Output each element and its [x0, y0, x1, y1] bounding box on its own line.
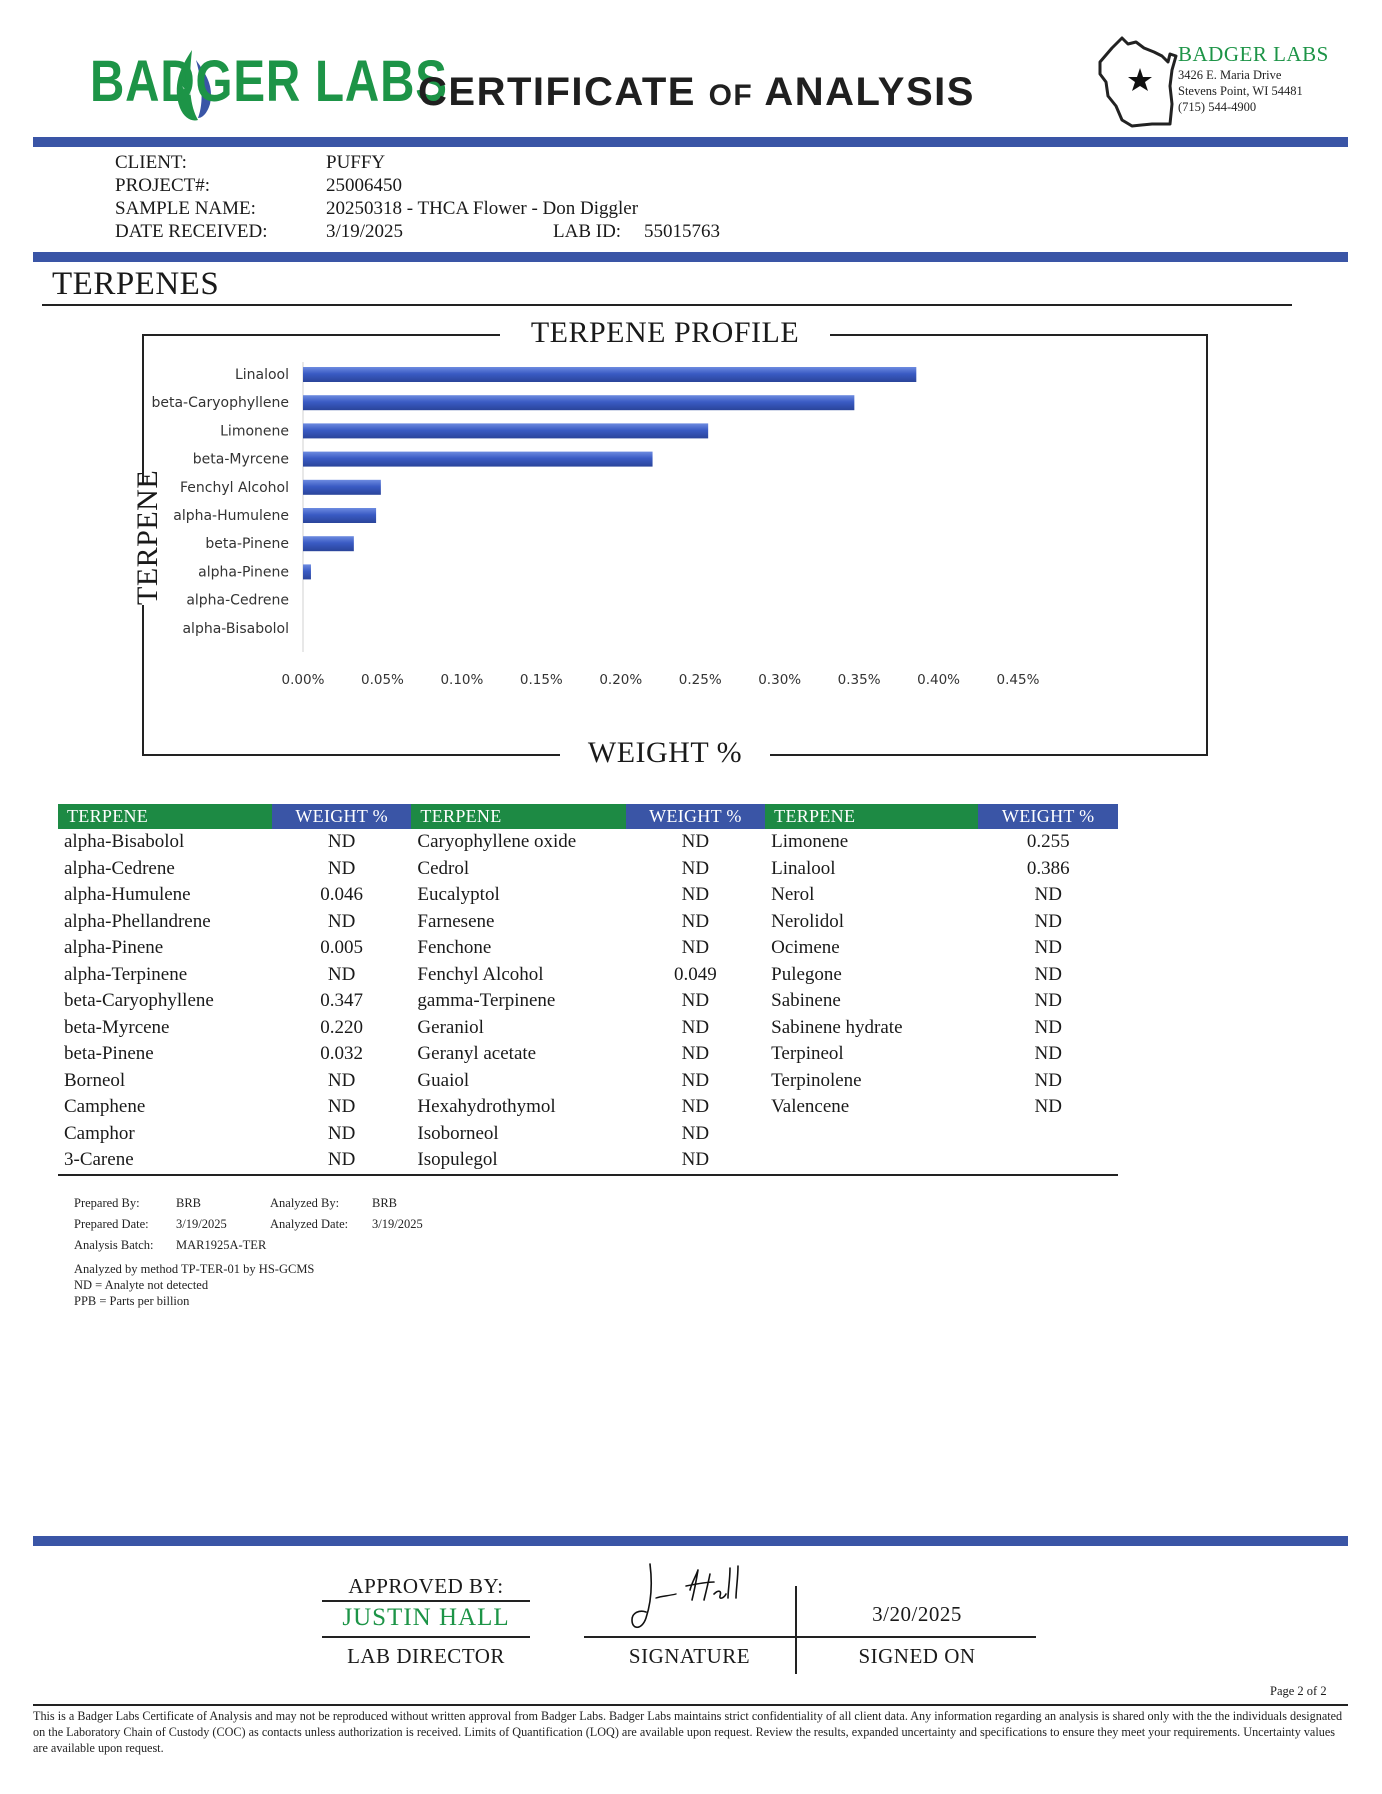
chart-category-label: alpha-Pinene: [198, 564, 289, 581]
weight-cell: ND: [272, 1147, 412, 1175]
terpene-name-cell: Nerol: [771, 884, 815, 906]
weight-cell: 0.347: [320, 990, 364, 1012]
terpene-name-cell: Isoborneol: [417, 1122, 499, 1144]
chart-category-label: alpha-Humulene: [173, 508, 289, 524]
weight-cell: ND: [681, 831, 710, 853]
sample-name-label: SAMPLE NAME:: [115, 198, 256, 219]
analyzed-by-label: Analyzed By:: [270, 1196, 340, 1210]
analyzed-by-value: BRB: [372, 1196, 398, 1210]
approved-rule-top: [322, 1600, 530, 1602]
col-header-weight: WEIGHT %: [978, 804, 1118, 829]
ppb-note: PPB = Parts per billion: [74, 1294, 190, 1308]
analysis-batch-value: MAR1925A-TER: [176, 1238, 267, 1252]
terpene-name-cell: Limonene: [771, 831, 849, 853]
col-header-weight: WEIGHT %: [626, 804, 766, 829]
weight-cell: ND: [1034, 1069, 1062, 1091]
weight-cell: 0.005: [320, 937, 364, 959]
chart-x-tick-label: 0.10%: [440, 672, 484, 688]
approver-role: LAB DIRECTOR: [347, 1644, 505, 1668]
weight-cell: ND: [327, 857, 356, 879]
weight-cell: ND: [327, 1096, 356, 1118]
chart-category-label: alpha-Cedrene: [186, 592, 289, 609]
terpene-name-cell: Pulegone: [771, 963, 842, 985]
chart-x-tick-label: 0.20%: [599, 672, 643, 688]
disclaimer-text: This is a Badger Labs Certificate of Analysis and may not be reproduced without written approval from Badger Labs. Badger Labs maintains strict confidentiality of all client data. Any information regarding an analysis is shared only with the the individuals designated on the Laboratory Chain of Custody (COC) as contacts unless authorization is received. Limits of Quantification (LOQ) are available upon request. Review the results, expanded uncertainty and specifications to ensure they meet your requirements. Uncertainty values are available upon request.: [33, 1709, 1343, 1755]
chart-x-tick-label: 0.05%: [360, 672, 404, 688]
chart-category-label: Limonene: [220, 423, 289, 440]
chart-bar: [303, 480, 381, 495]
terpene-name-cell: beta-Myrcene: [64, 1016, 170, 1038]
terpene-name-cell: alpha-Humulene: [64, 884, 191, 906]
analyzed-date-value: 3/19/2025: [372, 1217, 423, 1231]
terpene-name-cell: Valencene: [771, 1096, 850, 1118]
terpene-name-cell: alpha-Phellandrene: [64, 910, 211, 932]
signed-date: 3/20/2025: [872, 1602, 962, 1626]
weight-cell: 0.220: [320, 1016, 364, 1038]
client-label: CLIENT:: [115, 152, 187, 173]
date-received-value: 3/19/2025: [326, 221, 404, 242]
chart-x-tick-label: 0.30%: [758, 672, 802, 688]
terpene-name-cell: alpha-Pinene: [64, 937, 164, 959]
terpene-name-cell: Fenchone: [417, 937, 492, 959]
chart-title: TERPENE PROFILE: [500, 316, 830, 350]
terpene-name-cell: Geraniol: [417, 1016, 484, 1038]
weight-cell: ND: [681, 1096, 710, 1118]
weight-cell: ND: [327, 910, 356, 932]
prepared-by-label: Prepared By:: [74, 1196, 140, 1210]
prepared-date-label: Prepared Date:: [74, 1217, 149, 1231]
terpene-name-cell: Camphor: [64, 1122, 135, 1144]
wisconsin-map-icon: [1092, 34, 1178, 130]
header-divider: [33, 137, 1348, 147]
terpene-name-cell: Farnesene: [417, 910, 495, 932]
terpene-results-table: [58, 804, 1118, 1176]
weight-cell: ND: [681, 1069, 710, 1091]
chart-bar: [303, 536, 354, 551]
table-row: [58, 1094, 1118, 1121]
lab-id-value: 55015763: [644, 221, 720, 242]
table-header-row: [58, 804, 1118, 829]
table-row: [58, 988, 1118, 1015]
client-value: PUFFY: [326, 152, 386, 173]
star-icon: [1128, 68, 1152, 91]
terpene-bar-chart: [150, 360, 1200, 740]
col-header-terpene: TERPENE: [58, 804, 272, 829]
weight-cell: 0.032: [320, 1043, 364, 1065]
info-divider: [33, 252, 1348, 262]
title-part-of: OF: [708, 79, 754, 112]
terpene-name-cell: Eucalyptol: [417, 884, 500, 906]
chart-bar: [303, 508, 376, 523]
sample-name-value: 20250318 - THCA Flower - Don Diggler: [326, 198, 639, 219]
weight-cell: ND: [1034, 1043, 1062, 1065]
terpene-name-cell: Caryophyllene oxide: [417, 831, 577, 853]
chart-bar: [303, 367, 916, 382]
chart-bar: [303, 452, 653, 467]
weight-cell: ND: [1034, 1016, 1062, 1038]
terpene-name-cell: Terpinolene: [771, 1069, 862, 1091]
terpene-name-cell: Terpineol: [771, 1043, 844, 1065]
lab-street: 3426 E. Maria Drive: [1178, 68, 1282, 82]
lab-id-label: LAB ID:: [553, 221, 622, 242]
weight-cell: ND: [681, 1016, 710, 1038]
terpene-name-cell: Isopulegol: [411, 1147, 625, 1175]
terpene-name-cell: Nerolidol: [771, 910, 844, 932]
weight-cell: ND: [626, 1147, 766, 1175]
terpene-name-cell: [765, 1121, 978, 1148]
terpene-name-cell: alpha-Terpinene: [64, 963, 188, 985]
project-value: 25006450: [326, 175, 402, 196]
weight-cell: ND: [681, 910, 710, 932]
table-row: [58, 1068, 1118, 1095]
terpene-name-cell: beta-Pinene: [64, 1043, 154, 1065]
signature-rule: [584, 1636, 1036, 1638]
chart-category-label: beta-Myrcene: [192, 451, 289, 468]
nd-note: ND = Analyte not detected: [74, 1278, 209, 1292]
chart-bar: [303, 564, 311, 579]
table-row: [58, 882, 1118, 909]
lab-phone: (715) 544-4900: [1178, 100, 1257, 114]
weight-cell: ND: [681, 1043, 710, 1065]
approval-divider: [33, 1536, 1348, 1546]
table-row: [58, 1147, 1118, 1175]
title-part-certificate: CERTIFICATE: [418, 70, 709, 114]
chart-category-label: alpha-Bisabolol: [182, 620, 289, 637]
weight-cell: ND: [681, 884, 710, 906]
title-part-analysis: ANALYSIS: [753, 70, 975, 114]
weight-cell: [978, 1147, 1118, 1175]
terpene-name-cell: [765, 1147, 978, 1175]
prepared-by-value: BRB: [176, 1196, 202, 1210]
weight-cell: 0.255: [1026, 831, 1070, 853]
disclaimer-rule: [33, 1704, 1348, 1706]
signed-on-label: SIGNED ON: [858, 1644, 976, 1668]
chart-bar: [303, 423, 708, 438]
terpene-name-cell: Camphene: [64, 1096, 146, 1118]
terpene-name-cell: Borneol: [64, 1069, 126, 1091]
table-row: [58, 935, 1118, 962]
table-row: [58, 1015, 1118, 1042]
weight-cell: ND: [327, 831, 356, 853]
table-row: [58, 909, 1118, 936]
terpene-name-cell: beta-Caryophyllene: [64, 990, 214, 1012]
terpene-name-cell: Ocimene: [771, 937, 840, 959]
chart-x-axis-title: WEIGHT %: [560, 736, 770, 770]
chart-x-tick-label: 0.15%: [519, 672, 563, 688]
terpene-name-cell: Geranyl acetate: [417, 1043, 537, 1065]
analyzed-date-label: Analyzed Date:: [270, 1217, 349, 1231]
lab-name: BADGER LABS: [1178, 42, 1329, 66]
table-row: [58, 1041, 1118, 1068]
weight-cell: ND: [327, 963, 356, 985]
weight-cell: ND: [1034, 937, 1062, 959]
page-number: Page 2 of 2: [1270, 1684, 1327, 1698]
section-rule: [42, 304, 1292, 306]
terpene-name-cell: Sabinene hydrate: [771, 1016, 903, 1038]
handwritten-signature: [626, 1560, 766, 1634]
weight-cell: [978, 1121, 1118, 1148]
chart-x-tick-label: 0.40%: [917, 672, 961, 688]
approver-name: JUSTIN HALL: [342, 1604, 510, 1631]
weight-cell: ND: [1034, 910, 1062, 932]
chart-category-label: Linalool: [234, 367, 289, 383]
terpene-name-cell: Sabinene: [771, 990, 841, 1012]
table-row: [58, 856, 1118, 883]
table-body: [58, 829, 1118, 1175]
terpene-name-cell: Cedrol: [417, 857, 470, 879]
weight-cell: 0.386: [1026, 857, 1070, 879]
weight-cell: ND: [681, 990, 710, 1012]
terpene-name-cell: 3-Carene: [58, 1147, 272, 1175]
col-header-terpene: TERPENE: [411, 804, 625, 829]
weight-cell: ND: [681, 937, 710, 959]
weight-cell: 0.049: [674, 963, 717, 985]
terpene-name-cell: alpha-Cedrene: [64, 857, 175, 879]
signature-label: SIGNATURE: [628, 1644, 751, 1668]
chart-bar: [303, 395, 854, 410]
col-header-terpene: TERPENE: [765, 804, 978, 829]
date-received-label: DATE RECEIVED:: [115, 221, 268, 242]
chart-x-tick-label: 0.25%: [678, 672, 722, 688]
chart-category-label: beta-Caryophyllene: [151, 395, 289, 412]
chart-x-tick-label: 0.00%: [281, 672, 325, 688]
chart-x-tick-label: 0.35%: [837, 672, 881, 688]
col-header-weight: WEIGHT %: [272, 804, 412, 829]
weight-cell: ND: [681, 857, 710, 879]
weight-cell: ND: [327, 1122, 356, 1144]
table-row: [58, 1121, 1118, 1148]
approved-rule-bottom: [322, 1636, 530, 1638]
chart-y-axis-title: TERPENE: [131, 469, 164, 605]
lab-city: Stevens Point, WI 54481: [1178, 84, 1303, 98]
brand-name: BADGER LABS: [90, 49, 448, 114]
chart-category-label: beta-Pinene: [205, 536, 289, 553]
weight-cell: 0.046: [320, 884, 364, 906]
weight-cell: ND: [1034, 990, 1062, 1012]
chart-x-tick-label: 0.45%: [996, 672, 1040, 688]
lab-address-block: [1178, 42, 1358, 115]
analysis-batch-label: Analysis Batch:: [74, 1238, 154, 1252]
weight-cell: ND: [1034, 884, 1062, 906]
terpene-name-cell: Hexahydrothymol: [417, 1096, 556, 1118]
project-label: PROJECT#:: [115, 175, 211, 196]
terpene-name-cell: Linalool: [771, 857, 836, 879]
weight-cell: ND: [1034, 963, 1062, 985]
weight-cell: ND: [1034, 1096, 1062, 1118]
terpene-name-cell: Fenchyl Alcohol: [417, 963, 544, 985]
weight-cell: ND: [681, 1122, 710, 1144]
chart-category-label: Fenchyl Alcohol: [179, 479, 289, 496]
weight-cell: ND: [327, 1069, 356, 1091]
prepared-date-value: 3/19/2025: [176, 1217, 227, 1231]
terpene-name-cell: Guaiol: [417, 1069, 470, 1091]
table-row: [58, 829, 1118, 856]
section-title: TERPENES: [52, 266, 220, 302]
approved-by-label: APPROVED BY:: [348, 1574, 504, 1598]
terpene-name-cell: alpha-Bisabolol: [64, 831, 185, 853]
terpene-name-cell: gamma-Terpinene: [417, 990, 556, 1012]
table-row: [58, 962, 1118, 989]
method-note: Analyzed by method TP-TER-01 by HS-GCMS: [74, 1262, 315, 1276]
document-title: [418, 70, 978, 115]
